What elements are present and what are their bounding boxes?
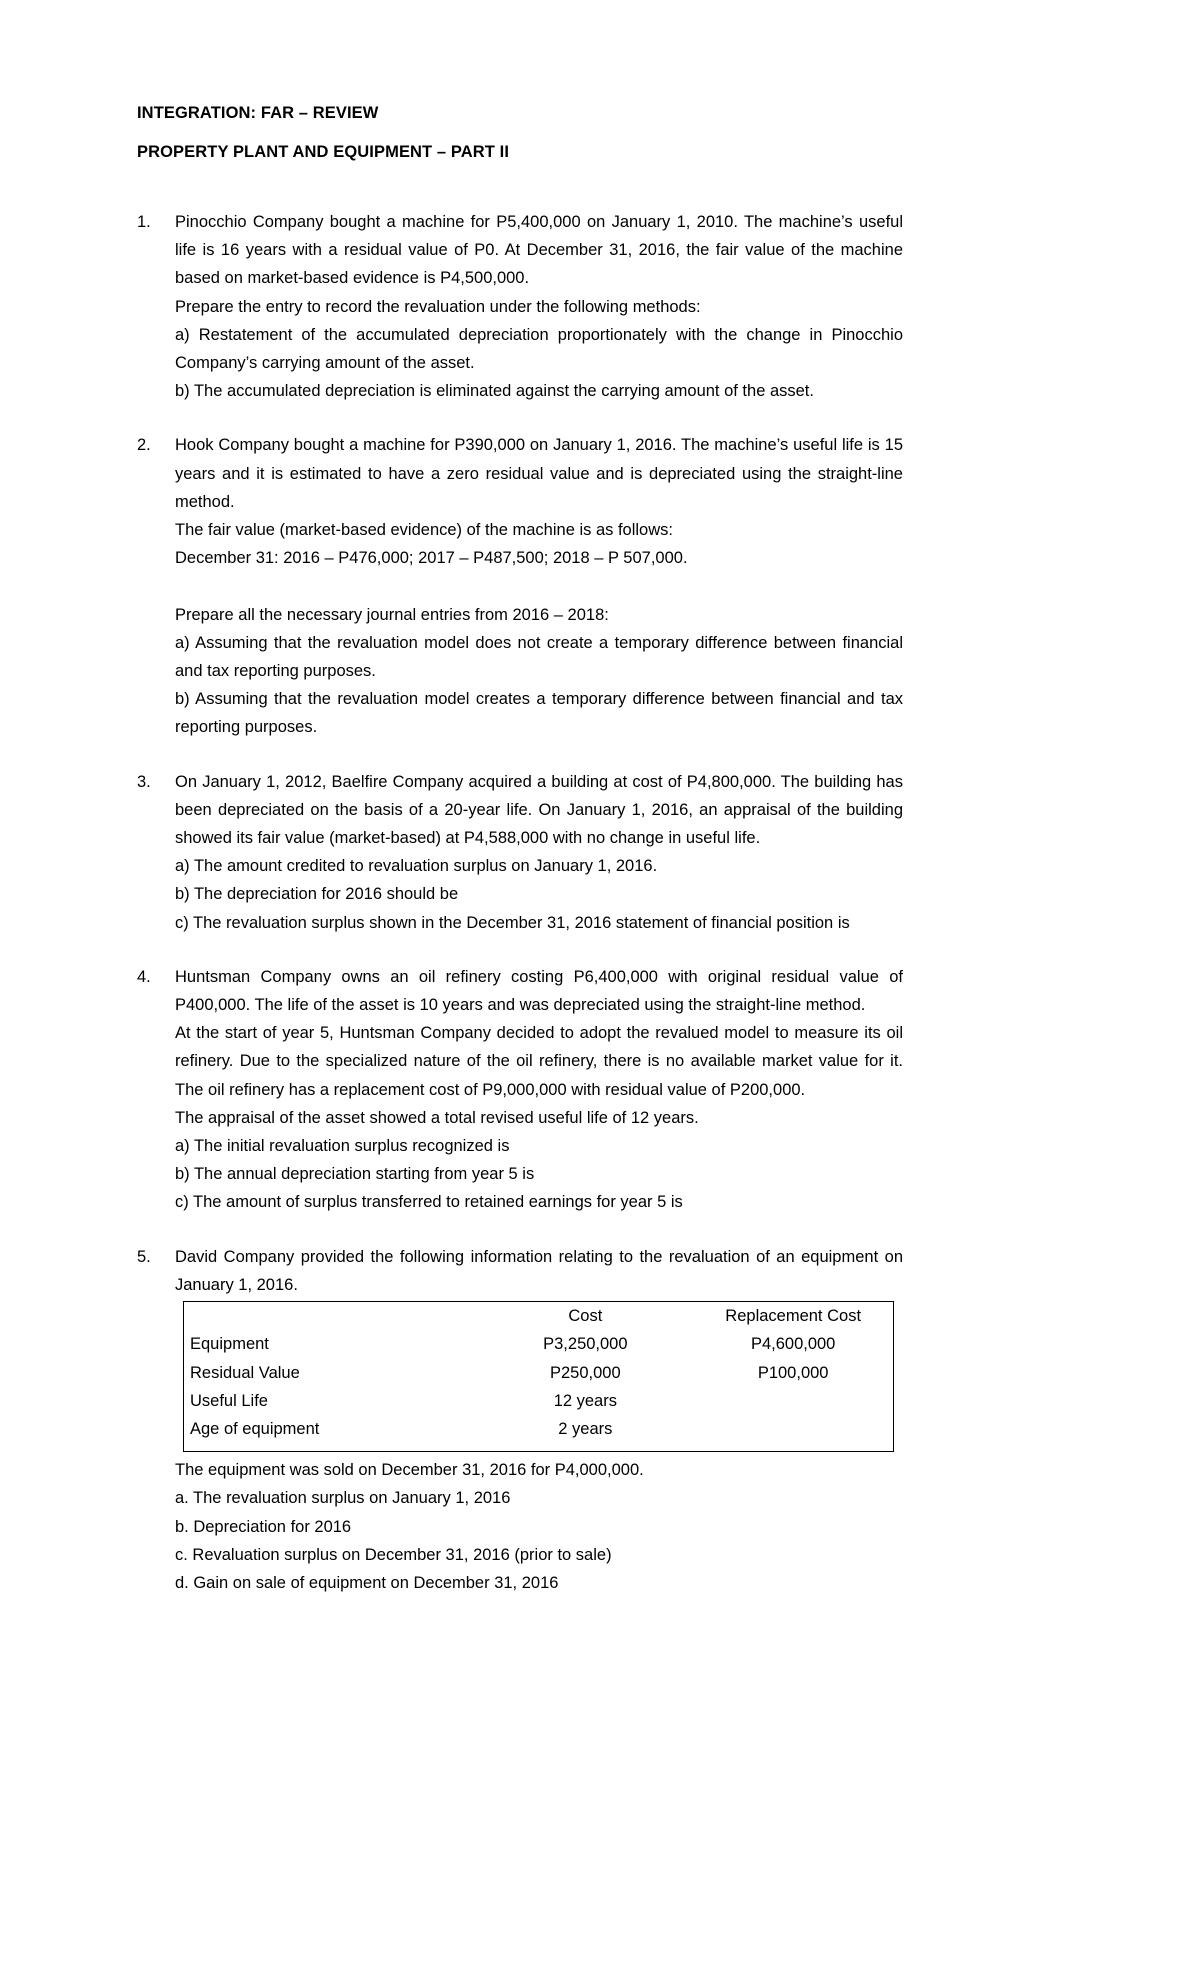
question-line: c. Revaluation surplus on December 31, 2016 (prior to sale) (175, 1545, 612, 1564)
question-number: 4. (137, 967, 151, 986)
question-content (175, 1243, 903, 1597)
question-content (175, 963, 903, 1217)
question-line: Prepare all the necessary journal entries from 2016 – 2018: (175, 605, 609, 624)
table-cell-label: Residual Value (190, 1363, 300, 1382)
question-line: Prepare the entry to record the revaluation under the following methods: (175, 297, 701, 316)
table-cell-cost: 12 years (553, 1391, 617, 1410)
table-cell-label: Equipment (190, 1335, 269, 1354)
table-cell-replacement-cost: P100,000 (757, 1363, 829, 1382)
table-row (184, 1330, 894, 1358)
question-line: a) The initial revaluation surplus recognized is (175, 1137, 510, 1156)
table-header-row (184, 1302, 894, 1331)
table-spacer-cell (693, 1443, 893, 1452)
question-line: Pinocchio Company bought a machine for P5,400,000 on January 1, 2010. The machine’s useful life is 16 years with a residual value of P0. At December 31, 2016, the fair value of the machine based on market-based evidence is P4,500,000. (175, 213, 903, 288)
table-row (184, 1387, 894, 1415)
table-cell-cost: 2 years (558, 1419, 613, 1438)
question-item-4 (137, 963, 903, 1217)
question-item-2 (137, 431, 903, 741)
table-header-cost: Cost (568, 1307, 603, 1326)
question-line: a) Assuming that the revaluation model does not create a temporary difference between financial and tax reporting purposes. (175, 633, 903, 681)
document-body (137, 105, 903, 1597)
question-item-1 (137, 208, 903, 405)
question-line: On January 1, 2012, Baelfire Company acquired a building at cost of P4,800,000. The building has been depreciated on the basis of a 20-year life. On January 1, 2016, an appraisal of the building showed its fair value (market-based) at P4,588,000 with no change in useful life. (175, 772, 903, 848)
table-cell-label: Useful Life (190, 1391, 268, 1410)
question-line: The fair value (market-based evidence) of the machine is as follows: (175, 521, 673, 540)
question-line: b. Depreciation for 2016 (175, 1517, 352, 1536)
question-number: 2. (137, 436, 151, 455)
table-cell-cost: P250,000 (550, 1363, 621, 1382)
question-number: 5. (137, 1247, 151, 1266)
table-header-replacement-cost: Replacement Cost (725, 1307, 862, 1326)
table-cell-label: Age of equipment (190, 1419, 320, 1438)
question-item-3 (137, 768, 903, 937)
question-blank-line (175, 572, 903, 600)
question-line: a) The amount credited to revaluation surplus on January 1, 2016. (175, 857, 658, 876)
question-content (175, 208, 903, 405)
table-cell-replacement-cost (693, 1415, 893, 1443)
title-spacer (137, 160, 903, 208)
table-cell-cost: P3,250,000 (543, 1335, 628, 1354)
question-content (175, 431, 903, 741)
table-cell-replacement-cost (693, 1387, 893, 1415)
question-line: d. Gain on sale of equipment on December 31, 2016 (175, 1573, 559, 1592)
question-line: Huntsman Company owns an oil refinery costing P6,400,000 with original residual value of P400,000. The life of the asset is 10 years and was depreciated using the straight-line method. (175, 967, 903, 1015)
question-line: b) Assuming that the revaluation model creates a temporary difference between financial and tax reporting purposes. (175, 690, 903, 737)
question-line: b) The depreciation for 2016 should be (175, 885, 459, 904)
document-title-line-2: PROPERTY PLANT AND EQUIPMENT – PART II (137, 142, 510, 161)
table-spacer-cell (184, 1443, 478, 1452)
question-number: 1. (137, 213, 151, 231)
document-title-line-1: INTEGRATION: FAR – REVIEW (137, 104, 379, 122)
table-row (184, 1415, 894, 1443)
question-line: At the start of year 5, Huntsman Company decided to adopt the revalued model to measure its oil refinery. Due to the specialized nature of the oil refinery, there is no available market value for it. The oil refinery has a replacement cost of P9,000,000 with residual value of P200,000. (175, 1024, 903, 1099)
question-line: a. The revaluation surplus on January 1, 2016 (175, 1489, 511, 1508)
question-item-5 (137, 1243, 903, 1597)
table-spacer-row (184, 1443, 894, 1452)
question-line: b) The accumulated depreciation is eliminated against the carrying amount of the asset. (175, 382, 814, 401)
question-number: 3. (137, 772, 151, 791)
question-line: c) The revaluation surplus shown in the December 31, 2016 statement of financial position is (175, 913, 850, 932)
question-line: The equipment was sold on December 31, 2016 for P4,000,000. (175, 1461, 644, 1480)
equipment-revaluation-table (183, 1301, 894, 1452)
table-row (184, 1359, 894, 1387)
question-content (175, 768, 903, 937)
question-line: David Company provided the following information relating to the revaluation of an equipment on January 1, 2016. (175, 1247, 903, 1294)
question-line: a) Restatement of the accumulated depreciation proportionately with the change in Pinocchio Company’s carrying amount of the asset. (175, 325, 903, 373)
question-line: Hook Company bought a machine for P390,000 on January 1, 2016. The machine’s useful life is 15 years and it is estimated to have a zero residual value and is depreciated using the straight-line method. (175, 436, 903, 511)
question-line: b) The annual depreciation starting from year 5 is (175, 1165, 535, 1184)
table-cell-replacement-cost: P4,600,000 (750, 1335, 836, 1354)
question-line: December 31: 2016 – P476,000; 2017 – P487,500; 2018 – P 507,000. (175, 549, 688, 568)
question-line: The appraisal of the asset showed a total revised useful life of 12 years. (175, 1108, 699, 1127)
table-spacer-cell (477, 1443, 693, 1452)
question-line: c) The amount of surplus transferred to retained earnings for year 5 is (175, 1193, 683, 1212)
table-header-blank (184, 1302, 478, 1331)
